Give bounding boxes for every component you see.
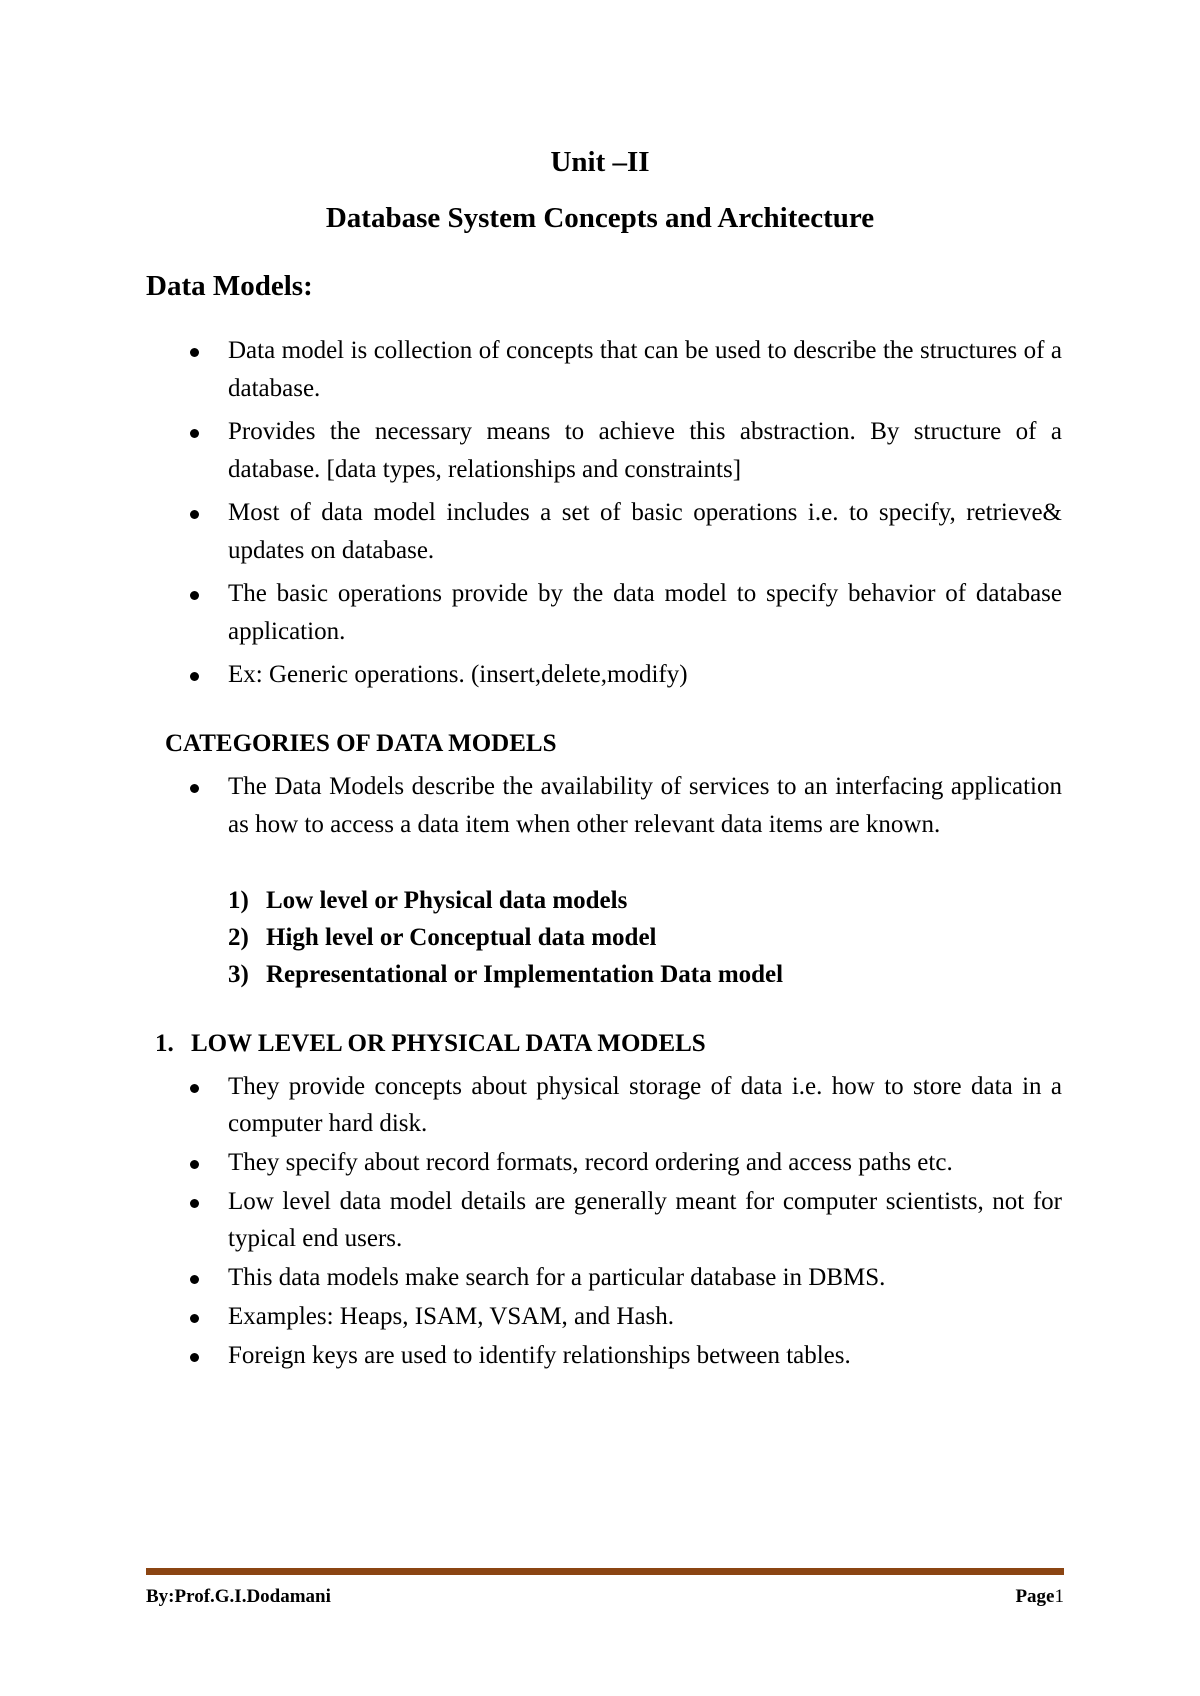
categories-numbered-list bbox=[228, 882, 783, 993]
list-item: They provide concepts about physical storage of data i.e. how to store data in a computer hard disk. bbox=[0, 1068, 1200, 1142]
bullet-icon bbox=[190, 1084, 199, 1093]
list-item: Ex: Generic operations. (insert,delete,modify) bbox=[0, 656, 1200, 694]
footer-divider bbox=[146, 1568, 1064, 1575]
list-item: The Data Models describe the availability of services to an interfacing application as how to access a data item when other relevant data items are known. bbox=[0, 768, 1200, 844]
categories-bullet-list bbox=[0, 768, 1200, 844]
list-item: 2) High level or Conceptual data model bbox=[228, 924, 657, 951]
list-item: Provides the necessary means to achieve this abstraction. By structure of a database. [data types, relationships and constraints] bbox=[0, 413, 1200, 489]
data-models-heading: Data Models: bbox=[146, 270, 313, 302]
section-number: 1. bbox=[155, 1030, 174, 1057]
list-item: 1) Low level or Physical data models bbox=[228, 887, 628, 914]
list-item: 3) Representational or Implementation Data model bbox=[228, 961, 784, 988]
categories-heading: CATEGORIES OF DATA MODELS bbox=[165, 730, 557, 757]
bullet-icon bbox=[190, 784, 199, 793]
list-item: Low level data model details are generally meant for computer scientists, not for typical end users. bbox=[0, 1183, 1200, 1257]
list-item: They specify about record formats, record ordering and access paths etc. bbox=[0, 1144, 1200, 1181]
page-title: Database System Concepts and Architecture bbox=[325, 202, 875, 234]
bullet-icon bbox=[190, 1199, 199, 1208]
section1-bullet-list bbox=[0, 1068, 1200, 1376]
list-item: Foreign keys are used to identify relationships between tables. bbox=[0, 1337, 1200, 1374]
bullet-icon bbox=[190, 429, 199, 438]
bullet-icon bbox=[190, 348, 199, 357]
bullet-icon bbox=[190, 1353, 199, 1362]
list-item: Data model is collection of concepts that can be used to describe the structures of a database. bbox=[0, 332, 1200, 408]
list-item: This data models make search for a particular database in DBMS. bbox=[0, 1259, 1200, 1296]
data-models-bullet-list bbox=[0, 332, 1200, 699]
bullet-icon bbox=[190, 1275, 199, 1284]
list-item: Most of data model includes a set of basic operations i.e. to specify, retrieve& updates on database. bbox=[0, 494, 1200, 570]
section-title: LOW LEVEL OR PHYSICAL DATA MODELS bbox=[191, 1030, 706, 1057]
list-item: Examples: Heaps, ISAM, VSAM, and Hash. bbox=[0, 1298, 1200, 1335]
bullet-icon bbox=[190, 1160, 199, 1169]
bullet-icon bbox=[190, 672, 199, 681]
section-heading bbox=[155, 1030, 706, 1058]
page-number: Page1 bbox=[1015, 1586, 1064, 1607]
bullet-icon bbox=[190, 591, 199, 600]
unit-title: Unit –II bbox=[550, 146, 650, 178]
bullet-icon bbox=[190, 510, 199, 519]
list-item: The basic operations provide by the data model to specify behavior of database application. bbox=[0, 575, 1200, 651]
bullet-icon bbox=[190, 1314, 199, 1323]
footer-author: By:Prof.G.I.Dodamani bbox=[146, 1586, 331, 1607]
